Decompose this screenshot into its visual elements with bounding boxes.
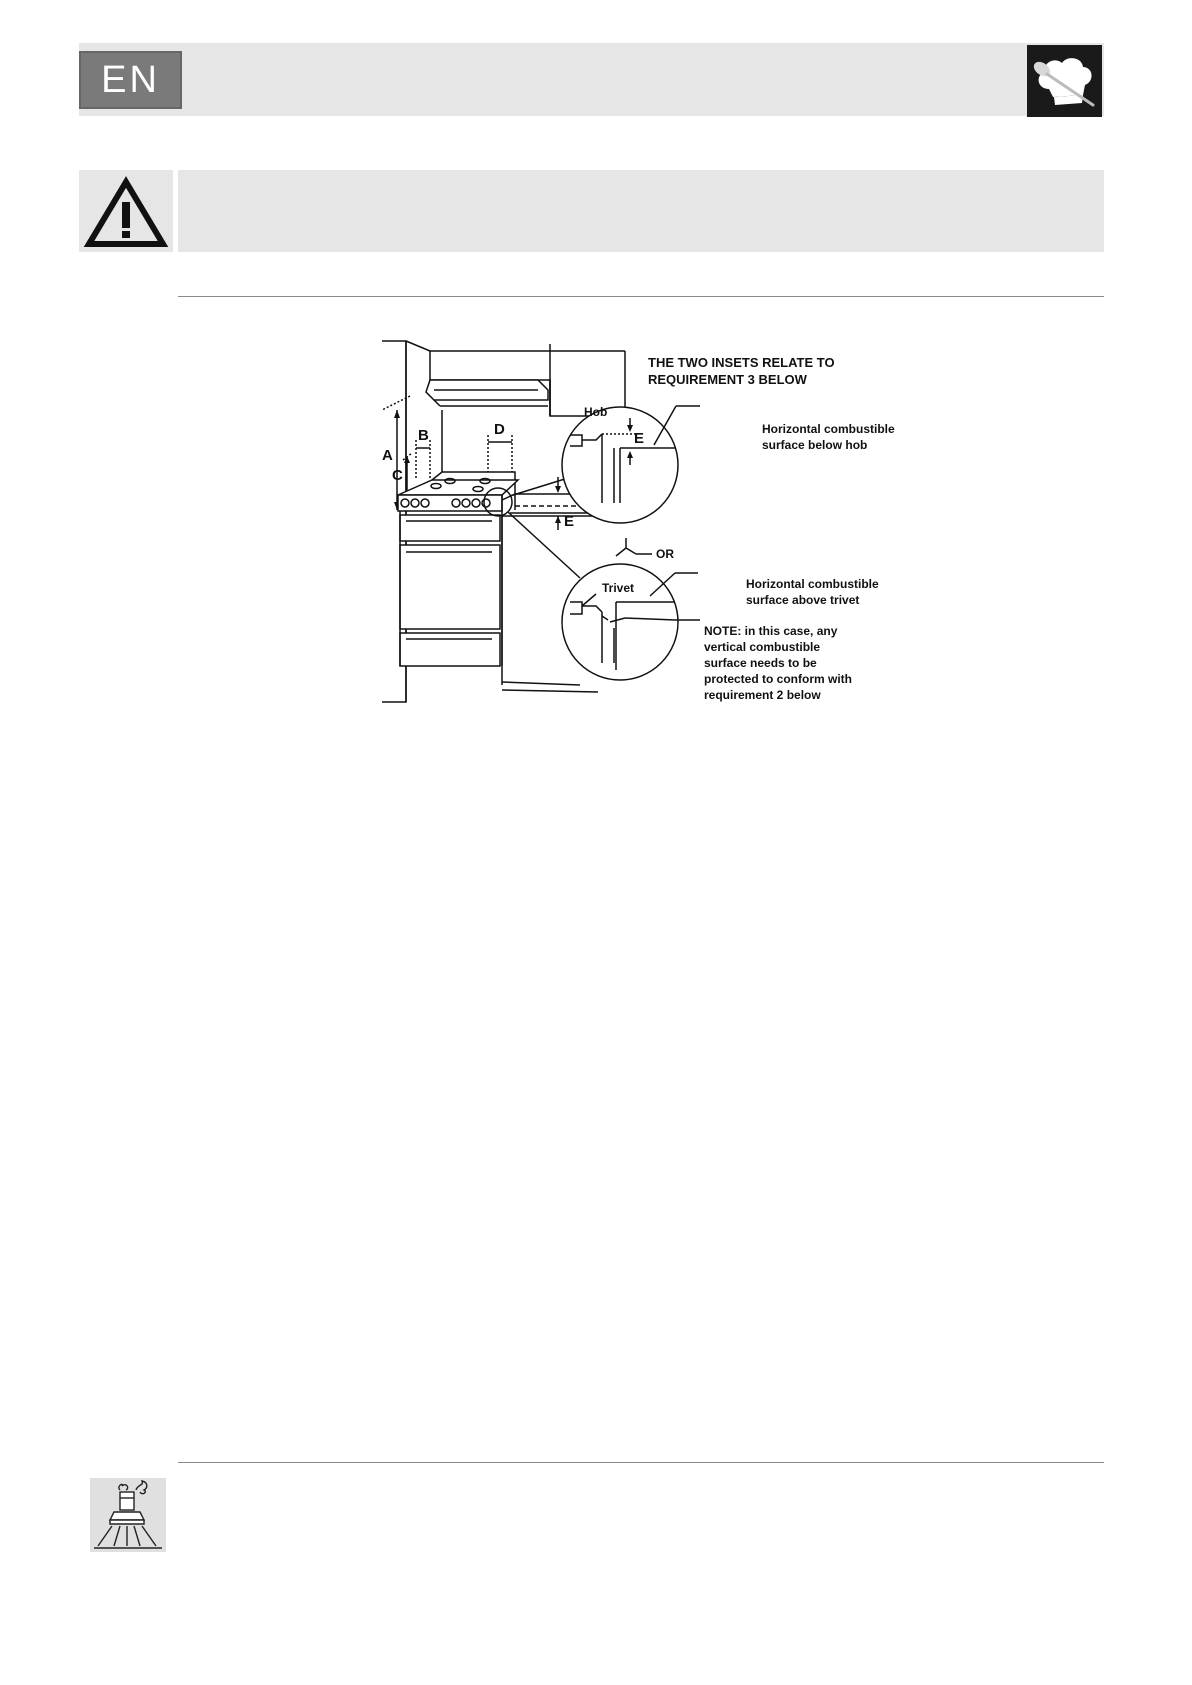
inset-bottom-callout-line-1: Horizontal combustible bbox=[746, 577, 879, 591]
dimension-label-b: B bbox=[418, 427, 429, 444]
inset-bottom-callout-line-2: surface above trivet bbox=[746, 593, 860, 607]
note-line-2: vertical combustible bbox=[704, 640, 821, 654]
note-line-4: protected to conform with bbox=[704, 672, 852, 686]
language-badge: EN bbox=[79, 51, 182, 109]
warning-triangle-icon bbox=[79, 170, 173, 252]
inset-top-label-hob: Hob bbox=[584, 405, 608, 419]
section-divider-top bbox=[178, 296, 1104, 297]
inset-top-callout bbox=[762, 421, 895, 453]
dimension-label-d: D bbox=[494, 421, 505, 438]
warning-banner bbox=[178, 170, 1104, 252]
note-line-1: NOTE: in this case, any bbox=[704, 624, 838, 638]
diagram-note-title bbox=[648, 354, 835, 388]
header-bar bbox=[79, 43, 1104, 116]
inset-top-callout-line-2: surface below hob bbox=[762, 438, 868, 452]
inset-top-callout-line-1: Horizontal combustible bbox=[762, 422, 895, 436]
note-line-5: requirement 2 below bbox=[704, 688, 821, 702]
note-line-3: surface needs to be bbox=[704, 656, 817, 670]
dimension-label-e: E bbox=[564, 513, 575, 530]
chef-hat-spoon-icon bbox=[1027, 45, 1102, 117]
or-label: OR bbox=[656, 547, 674, 561]
inset-bottom-callout bbox=[746, 576, 879, 608]
inset-bottom-label-trivet: Trivet bbox=[602, 581, 635, 595]
warning-icon-box bbox=[79, 170, 173, 252]
dimension-label-a: A bbox=[382, 447, 393, 464]
note-title-line-2: REQUIREMENT 3 BELOW bbox=[648, 372, 807, 387]
dimension-label-c: C bbox=[392, 467, 403, 484]
section-divider-bottom bbox=[178, 1462, 1104, 1463]
installation-clearance-diagram bbox=[370, 330, 930, 730]
cooker-hood-icon bbox=[90, 1478, 166, 1552]
inset-label-e: E bbox=[634, 430, 645, 447]
inset-bottom-note bbox=[704, 623, 852, 703]
note-title-line-1: THE TWO INSETS RELATE TO bbox=[648, 355, 835, 370]
